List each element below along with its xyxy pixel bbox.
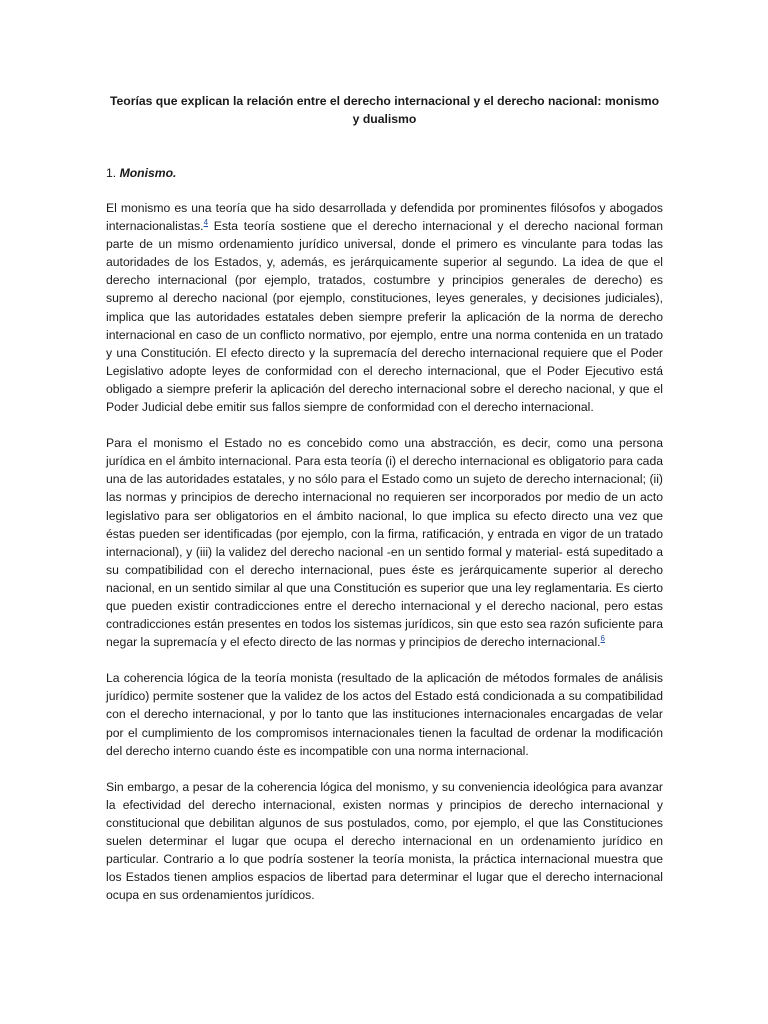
paragraph-4-text: Sin embargo, a pesar de la coherencia lógica del monismo, y su conveniencia ideológica para avanzar la efectividad del derecho internacional, existen normas y principios de derecho internacional y constitucional que debilitan algunos de sus postulados, como, por ejemplo, el que las Constituciones suelen determinar el lugar que ocupa el derecho internacional en un ordenamiento jurídico en particular. Contrario a lo que podría sostener la teoría monista, la práctica internacional muestra que los Estados tienen amplios espacios de libertad para determinar el lugar que el derecho internacional ocupa en sus ordenamientos jurídicos. — [106, 779, 663, 903]
section-name: Monismo. — [119, 166, 177, 180]
document-title: Teorías que explican la relación entre el derecho internacional y el derecho nacional: monismo y dualismo — [109, 94, 660, 126]
paragraph-2 — [106, 434, 663, 651]
paragraph-2-text: Para el monismo el Estado no es concebido como una abstracción, es decir, como una persona jurídica en el ámbito internacional. Para esta teoría (i) el derecho internacional es obligatorio para cada una de las autoridades estatales, y no sólo para el Estado como un sujeto de derecho internacional; (ii) las normas y principios de derecho internacional no requieren ser incorporados por medio de un acto legislativo para ser obligatorios en el ámbito nacional, lo que implica su efecto directo una vez que éstas pueden ser identificadas (por ejemplo, con la firma, ratificación, y entrada en vigor de un tratado internacional), y (iii) la validez del derecho nacional -en un sentido formal y material- está supeditado a su compatibilidad con el derecho internacional, pues éste es jerárquicamente superior al derecho nacional, en un sentido similar al que una Constitución es superior que una ley reglamentaria. Es cierto que pueden existir contradicciones entre el derecho internacional y el derecho nacional, pero estas contradicciones están presentes en todos los sistemas jurídicos, sin que esto sea razón suficiente para negar la supremacía y el efecto directo de las normas y principios de derecho internacional. — [106, 436, 663, 650]
paragraph-4 — [106, 778, 663, 905]
footnote-ref-4[interactable]: 4 — [203, 218, 209, 228]
paragraph-3 — [106, 669, 663, 759]
paragraph-1-text-cont: Esta teoría sostiene que el derecho internacional y el derecho nacional forman parte de un mismo ordenamiento jurídico universal, donde el primero es vinculante para todas las autoridades de los Estados, y, además, es jerárquicamente superior al segundo. La idea de que el derecho internacional (por ejemplo, tratados, costumbre y principios generales de derecho) es supremo al derecho nacional (por ejemplo, constituciones, leyes generales, y decisiones judiciales), implica que las autoridades estatales deben siempre preferir la aplicación de la norma de derecho internacional en caso de un conflicto normativo, por ejemplo, entre una norma contenida en un tratado y una Constitución. El efecto directo y la supremacía del derecho internacional requiere que el Poder Legislativo adopte leyes de conformidad con el derecho internacional, que el Poder Ejecutivo está obligado a siempre preferir la aplicación del derecho internacional sobre el derecho nacional, y que el Poder Judicial debe emitir sus fallos siempre de conformidad con el derecho internacional. — [106, 219, 663, 415]
section-heading — [106, 164, 663, 182]
section-number: 1. — [106, 166, 117, 180]
paragraph-1-text: El monismo es una teoría que ha sido desarrollada y defendida por prominentes filósofos y abogados internacionalistas. — [106, 201, 663, 234]
paragraph-3-text: La coherencia lógica de la teoría monista (resultado de la aplicación de métodos formales de análisis jurídico) permite sostener que la validez de los actos del Estado está condicionada a su compatibilidad con el derecho internacional, y por lo tanto que las instituciones internacionales encargadas de velar por el cumplimiento de los compromisos internacionales tienen la facultad de ordenar la modificación del derecho interno cuando éste es incompatible con una norma internacional. — [106, 671, 663, 758]
paragraph-1 — [106, 199, 663, 416]
footnote-ref-6[interactable]: 6 — [600, 634, 605, 644]
